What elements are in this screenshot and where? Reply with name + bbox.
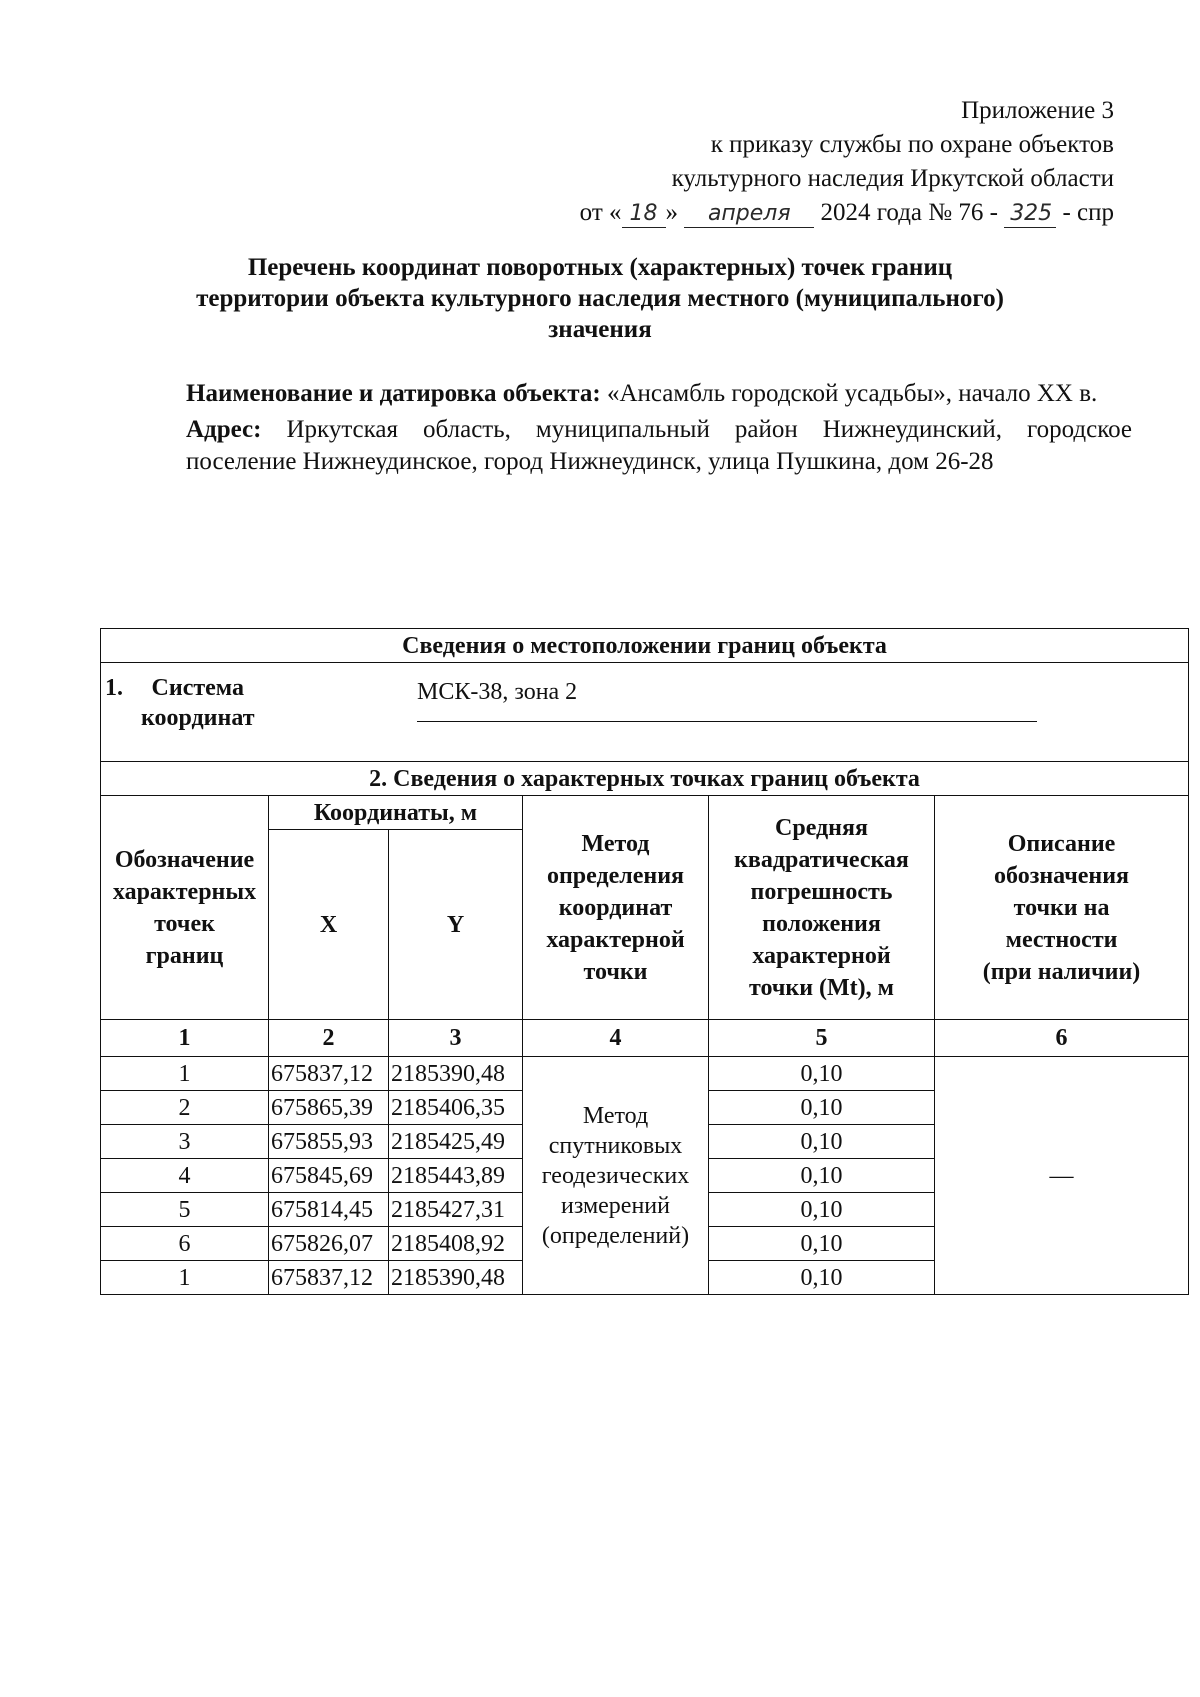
- header-coordinates: Координаты, м: [269, 796, 523, 830]
- header-accuracy-line: характерной: [752, 942, 891, 969]
- header-designation-line: точек: [154, 910, 215, 937]
- header-method-line: характерной: [546, 926, 685, 953]
- header-designation-line: Обозначение: [114, 846, 255, 873]
- appendix-line-1: Приложение 3: [961, 97, 1114, 124]
- coordinate-system-value: МСК-38, зона 2: [417, 679, 578, 705]
- handwritten-day: 18: [622, 201, 666, 228]
- column-number-3: 3: [389, 1020, 523, 1057]
- date-year-text: 2024 года № 76 -: [820, 199, 998, 226]
- object-name-paragraph: [186, 378, 1132, 410]
- point-y: 2185390,48: [389, 1057, 523, 1091]
- header-accuracy-line: точки (Mt), м: [748, 974, 895, 1001]
- handwritten-order-number: 325: [1004, 201, 1056, 228]
- header-description-line: точки на: [1013, 894, 1110, 921]
- date-prefix: от «: [579, 199, 622, 226]
- appendix-line-2: к приказу службы по охране объектов: [710, 131, 1114, 158]
- object-address-label: Адрес:: [186, 416, 262, 443]
- point-mt: 0,10: [709, 1159, 935, 1193]
- section-title: Сведения о местоположении границ объекта: [101, 629, 1189, 663]
- header-method-line: координат: [558, 894, 673, 921]
- method-line: спутниковых: [548, 1132, 683, 1159]
- point-mt: 0,10: [709, 1193, 935, 1227]
- object-name-value: «Ансамбль городской усадьбы», начало XX в.: [606, 380, 1098, 407]
- coordinate-system-number: 1.: [105, 675, 123, 701]
- header-designation-line: характерных: [112, 878, 257, 905]
- header-description-line: Описание: [1007, 830, 1116, 857]
- header-accuracy-line: погрешность: [750, 878, 893, 905]
- document-title: [150, 252, 1050, 345]
- point-x: 675837,12: [269, 1261, 389, 1295]
- point-y: 2185406,35: [389, 1091, 523, 1125]
- method-line: Метод: [582, 1102, 649, 1129]
- point-y: 2185443,89: [389, 1159, 523, 1193]
- date-quote: »: [665, 199, 679, 226]
- point-mt: 0,10: [709, 1091, 935, 1125]
- column-number-6: 6: [935, 1020, 1189, 1057]
- order-suffix: - спр: [1062, 199, 1114, 226]
- point-mt: 0,10: [709, 1057, 935, 1091]
- header-method-line: определения: [546, 862, 685, 889]
- object-name-label: Наименование и датировка объекта:: [186, 380, 601, 407]
- header-accuracy-line: Средняя: [775, 814, 868, 841]
- point-id: 1: [101, 1261, 269, 1295]
- column-number-1: 1: [101, 1020, 269, 1057]
- column-number-4: 4: [523, 1020, 709, 1057]
- header-description-line: обозначения: [994, 862, 1130, 889]
- header-accuracy: [709, 796, 935, 1020]
- point-y: 2185425,49: [389, 1125, 523, 1159]
- header-description-line: местности: [1005, 926, 1118, 953]
- header-designation: [101, 796, 269, 1020]
- header-method-line: Метод: [581, 830, 650, 857]
- header-description-line: (при наличии): [982, 958, 1141, 985]
- point-id: 3: [101, 1125, 269, 1159]
- header-accuracy-line: положения: [762, 910, 881, 937]
- object-info: [186, 378, 1132, 478]
- point-y: 2185390,48: [389, 1261, 523, 1295]
- coordinate-system-label-1: Система: [151, 675, 244, 701]
- appendix-line-3: культурного наследия Иркутской области: [671, 165, 1114, 192]
- coordinate-system-label-2: координат: [141, 705, 255, 731]
- point-x: 675855,93: [269, 1125, 389, 1159]
- point-x: 675865,39: [269, 1091, 389, 1125]
- point-y: 2185408,92: [389, 1227, 523, 1261]
- title-line-2: территории объекта культурного наследия местного (муниципального): [196, 285, 1004, 312]
- coordinate-system-label: [141, 673, 255, 733]
- points-section-title: 2. Сведения о характерных точках границ объекта: [101, 762, 1189, 796]
- point-mt: 0,10: [709, 1261, 935, 1295]
- method-line: (определений): [541, 1222, 690, 1249]
- point-id: 4: [101, 1159, 269, 1193]
- header-method-line: точки: [583, 958, 648, 985]
- order-date-line: [580, 196, 1114, 230]
- point-x: 675837,12: [269, 1057, 389, 1091]
- appendix-header: [580, 94, 1114, 230]
- method-line: геодезических: [541, 1162, 690, 1189]
- object-address-paragraph: [186, 414, 1132, 478]
- description-cell: —: [935, 1057, 1189, 1295]
- coordinate-system-underline: [417, 721, 1037, 722]
- header-y: Y: [389, 830, 523, 1020]
- method-cell: [523, 1057, 709, 1295]
- point-mt: 0,10: [709, 1125, 935, 1159]
- coordinate-system-row: [101, 663, 1189, 762]
- table-row: [101, 1057, 1189, 1091]
- header-x: X: [269, 830, 389, 1020]
- point-x: 675826,07: [269, 1227, 389, 1261]
- point-x: 675814,45: [269, 1193, 389, 1227]
- title-line-1: Перечень координат поворотных (характерных) точек границ: [247, 254, 953, 281]
- point-id: 1: [101, 1057, 269, 1091]
- header-designation-line: границ: [145, 942, 224, 969]
- method-line: измерений: [560, 1192, 670, 1219]
- object-address-value: Иркутская область, муниципальный район Нижнеудинский, городское поселение Нижнеудинское, город Нижнеудинск, улица Пушкина, дом 26-28: [186, 416, 1132, 475]
- point-id: 2: [101, 1091, 269, 1125]
- point-id: 5: [101, 1193, 269, 1227]
- handwritten-month: апреля: [684, 201, 814, 228]
- boundary-table: [100, 628, 1189, 1295]
- header-description: [935, 796, 1189, 1020]
- column-number-5: 5: [709, 1020, 935, 1057]
- point-x: 675845,69: [269, 1159, 389, 1193]
- header-accuracy-line: квадратическая: [734, 846, 909, 873]
- title-line-3: значения: [548, 316, 652, 343]
- header-method: [523, 796, 709, 1020]
- point-mt: 0,10: [709, 1227, 935, 1261]
- point-id: 6: [101, 1227, 269, 1261]
- column-number-2: 2: [269, 1020, 389, 1057]
- point-y: 2185427,31: [389, 1193, 523, 1227]
